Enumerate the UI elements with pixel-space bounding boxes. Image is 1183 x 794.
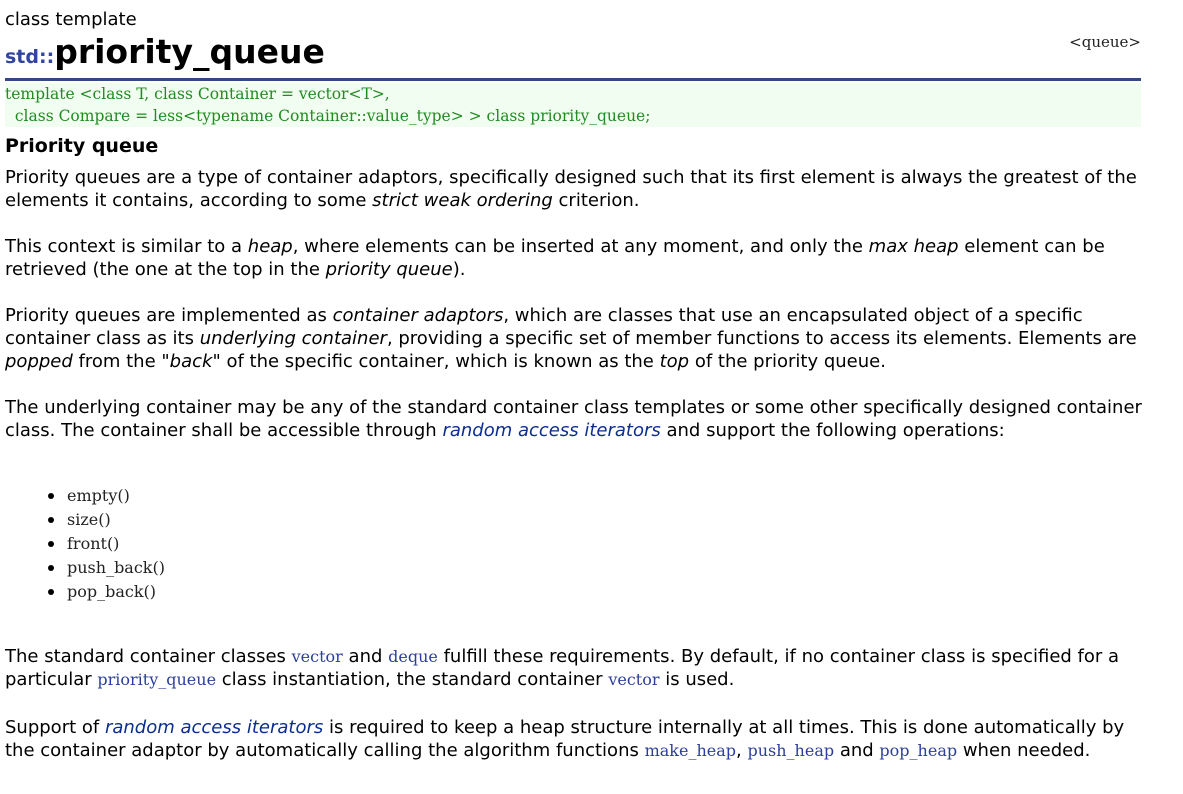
bullet-icon xyxy=(48,589,54,595)
bullet-icon xyxy=(48,541,54,547)
template-declaration xyxy=(5,83,1141,127)
section-subtitle: Priority queue xyxy=(5,135,159,157)
operations-list xyxy=(48,484,165,604)
operation-name: size() xyxy=(67,510,111,529)
code-push-heap-link[interactable]: push_heap xyxy=(747,741,835,760)
namespace-label: std:: xyxy=(5,46,55,68)
declaration-line-2: class Compare = less<typename Container::value_type> > class priority_queue; xyxy=(5,107,651,125)
emphasis-underlying-container: underlying container xyxy=(199,328,387,349)
class-name: priority_queue xyxy=(54,32,325,71)
paragraph-5: The standard container classes vector and deque fulfill these requirements. By default, if no container class is specified for a particular priority_queue class instantiation, the standard container vector is used. xyxy=(5,646,1120,690)
code-vector-link-2[interactable]: vector xyxy=(608,670,660,689)
list-item xyxy=(48,532,165,556)
random-access-iterators-link[interactable]: random access iterators xyxy=(442,420,661,441)
paragraph-4: The underlying container may be any of the standard container class templates or some other specifically designed container class. The container shall be accessible through random access iterators and support the following operations: xyxy=(5,397,1142,441)
bullet-icon xyxy=(48,493,54,499)
emphasis-heap: heap xyxy=(247,236,293,257)
header-file-link[interactable]: <queue> xyxy=(1069,33,1141,51)
code-pop-heap-link[interactable]: pop_heap xyxy=(879,741,958,760)
operation-name: front() xyxy=(67,534,120,553)
paragraph-3: Priority queues are implemented as container adaptors, which are classes that use an encapsulated object of a specific container class as its underlying container, providing a specific set of member functions to access its elements. Elements are popped from the "back" of the specific container, which is known as the top of the priority queue. xyxy=(5,305,1137,372)
paragraph-2: This context is similar to a heap, where elements can be inserted at any moment, and only the max heap element can be retrieved (the one at the top in the priority queue). xyxy=(5,236,1105,280)
page-title xyxy=(5,32,325,78)
emphasis-priority-queue: priority queue xyxy=(325,259,453,280)
emphasis-top: top xyxy=(659,351,690,372)
operation-name: pop_back() xyxy=(67,582,157,601)
operation-name: push_back() xyxy=(67,558,165,577)
emphasis-container-adaptors: container adaptors xyxy=(332,305,504,326)
list-item xyxy=(48,508,165,532)
paragraph-6: Support of random access iterators is required to keep a heap structure internally at all times. This is done automatically by the container adaptor by automatically calling the algorithm functions make_heap, push_heap and pop_heap when needed. xyxy=(5,717,1125,761)
paragraph-1: Priority queues are a type of container adaptors, specifically designed such that its first element is always the greatest of the elements it contains, according to some strict weak ordering criterion. xyxy=(5,167,1137,211)
code-deque-link[interactable]: deque xyxy=(388,647,438,666)
emphasis-strict-weak-ordering: strict weak ordering xyxy=(372,190,553,211)
class-kind-label: class template xyxy=(5,9,137,30)
operation-name: empty() xyxy=(67,486,130,505)
emphasis-max-heap: max heap xyxy=(868,236,959,257)
list-item xyxy=(48,580,165,604)
list-item xyxy=(48,556,165,580)
list-item xyxy=(48,484,165,508)
declaration-line-1: template <class T, class Container = vector<T>, xyxy=(5,85,390,103)
bullet-icon xyxy=(48,517,54,523)
code-make-heap-link[interactable]: make_heap xyxy=(644,741,737,760)
emphasis-popped: popped xyxy=(5,351,73,372)
code-priority-queue: priority_queue xyxy=(97,670,217,689)
bullet-icon xyxy=(48,565,54,571)
emphasis-back: "back" xyxy=(161,351,221,372)
code-vector-link[interactable]: vector xyxy=(291,647,343,666)
random-access-iterators-link-2[interactable]: random access iterators xyxy=(104,717,324,738)
title-divider xyxy=(5,78,1141,81)
